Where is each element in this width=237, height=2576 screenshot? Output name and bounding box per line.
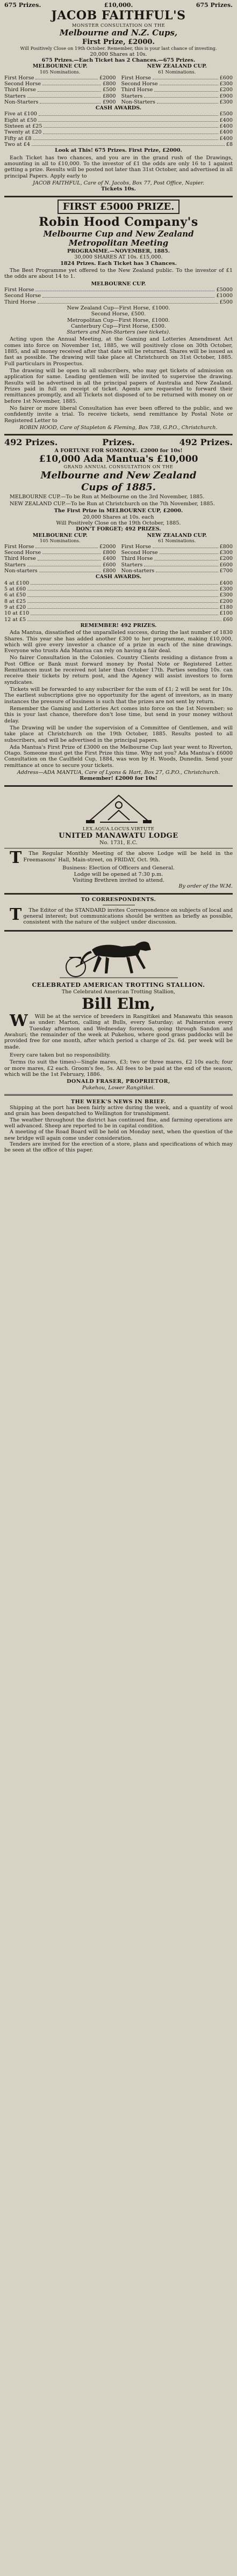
prize-rows: [4, 75, 116, 106]
prize-label: Non-starters: [121, 568, 155, 574]
leader-dots: [160, 550, 218, 554]
proprietor: DONALD FRASER, PROPRIETOR,: [67, 1079, 170, 1085]
visiting-line: Visiting Brethren invited to attend.: [73, 877, 164, 883]
ad-body: Remember the Gaming and Lotteries Act comes into force on the 1st November; so this is your last chance, therefore don't lose time, but send in your money without delay.: [4, 705, 233, 724]
prize-label: 8 at £25: [4, 598, 26, 604]
first-prize: First Prize, £2000.: [82, 38, 155, 46]
prize-label: First Horse: [121, 75, 151, 81]
leader-dots: [27, 617, 221, 621]
prize-label: Second Horse: [4, 550, 41, 556]
prize-row: [4, 580, 233, 586]
leader-dots: [43, 129, 218, 134]
prize-label: Third Horse: [4, 87, 36, 93]
leader-dots: [153, 75, 218, 79]
ad-title: £10,000 Ada Mantua's £10,000: [39, 454, 198, 465]
leader-dots: [42, 81, 101, 85]
leader-dots: [39, 111, 218, 115]
prize-label: 5 at £60: [4, 586, 26, 593]
prize-amount: £900: [103, 99, 116, 105]
lodge-title: UNITED MANAWATU LODGE: [59, 831, 178, 840]
prize-label: Twenty at £20: [4, 129, 42, 136]
prize-amount: £600: [219, 562, 233, 568]
leader-dots: [157, 99, 218, 104]
prize-label: Starters: [4, 93, 26, 99]
prize-amount: £1000: [216, 293, 233, 299]
leader-dots: [44, 123, 218, 128]
leader-dots: [38, 556, 101, 560]
nz-cup-column: [121, 63, 233, 105]
prize-row: [121, 568, 233, 574]
prize-row: [4, 293, 233, 299]
prize-label: 4 at £100: [4, 580, 30, 586]
prize-label: First Horse: [121, 543, 151, 550]
prize-label: Two at £4: [4, 142, 30, 148]
cash-award-rows: [4, 580, 233, 623]
ad-body: Ada Mantua, dissatisfied of the unparalleled success, during the last number of 1830 Shares. This year she has added another £300 to her programme, making £10,000, which will give every investor a chance of a prize in each of the nine drawings. Everyone who trusts Ada Mantua can rely on having a fair deal.: [4, 630, 233, 654]
divider: [4, 196, 233, 197]
stallion-responsibility: Every care taken but no responsibility.: [10, 1052, 111, 1058]
prize-label: Non-starters: [4, 568, 38, 574]
prize-label: Eight at £50: [4, 117, 37, 123]
drop-cap: W: [10, 1012, 28, 1031]
prize-row: [121, 556, 233, 562]
prize-row: [4, 117, 233, 123]
prize-rows: [4, 544, 116, 574]
prize-amount: £400: [219, 123, 233, 130]
drop-cap: T: [10, 905, 22, 924]
leader-dots: [35, 75, 98, 79]
prize-count-left: 675 Prizes.: [4, 2, 41, 9]
divider: [4, 785, 233, 787]
column-heading: MELBOURNE CUP.: [32, 532, 88, 538]
prize-count-right: 492 Prizes.: [179, 437, 233, 448]
shares-line: 30,000 SHARES AT 10s. £15,000.: [74, 254, 163, 261]
prize-label: Second Horse: [4, 80, 41, 87]
prize-label: Sixteen at £25: [4, 123, 42, 130]
prize-count-left: 492 Prizes.: [4, 437, 58, 448]
prize-row: [4, 586, 233, 592]
prize-row: [4, 562, 116, 568]
prize-row: [4, 544, 116, 550]
prize-amount: £100: [219, 610, 233, 617]
column-heading: NEW ZEALAND CUP.: [147, 532, 207, 538]
prize-label: 6 at £50: [4, 592, 26, 599]
shares-line: 20,000 Shares at 10s. each: [83, 514, 154, 520]
cup-prize-columns: [4, 533, 233, 574]
leader-dots: [35, 287, 214, 291]
prize-total: £10,000.: [104, 2, 133, 9]
prize-row: [4, 142, 233, 147]
divider: [4, 1094, 233, 1096]
ad-event: Melbourne and New Zealand: [40, 470, 197, 482]
prize-row: [4, 610, 233, 616]
ad-body: No fairer Consultation in the Colonies. Country Clients residing a distance from a Post Office or Bank must forward money by Postal Note or Registered Letter. Remittances must be received not later than October 17th. Parties sending 10s. can receive their tickets by return post, and the Agency will assist investors to form syndicates.: [4, 655, 233, 685]
prize-label: Non-Starters: [121, 99, 155, 105]
prize-label: Non-Starters: [4, 99, 39, 105]
melbourne-cup-column: [4, 63, 116, 105]
cup-prize-columns: [4, 63, 233, 105]
melbourne-cup-column: [4, 533, 116, 574]
ad-event: Melbourne Cup and New Zealand: [43, 228, 194, 239]
prize-amount: £5000: [216, 286, 233, 293]
prizes-line: 1824 Prizes. Each Ticket has 3 Chances.: [60, 260, 177, 267]
prize-amount: £300: [219, 592, 233, 599]
leader-dots: [32, 142, 225, 146]
prize-amount: £900: [219, 93, 233, 99]
prize-count-right: 675 Prizes.: [196, 2, 233, 9]
melbourne-cup-date: MELBOURNE CUP.—To be Run at Melbourne on the 3rd November, 1885.: [10, 493, 205, 500]
prize-row: [4, 123, 233, 129]
closing-notice: Will Positively Close on the 19th October, 1885.: [56, 520, 181, 527]
prize-label: Third Horse: [4, 299, 36, 305]
notice-title: TO CORRESPONDENTS.: [81, 896, 156, 903]
leader-dots: [38, 117, 218, 122]
leader-dots: [39, 568, 101, 572]
prize-row: [121, 550, 233, 556]
prize-label: First Horse: [4, 543, 34, 550]
prizes-line: 675 Prizes.—Each Ticket has 2 Chances.—675 Prizes.: [41, 57, 196, 64]
ad-event-continued: Metropolitan Meeting: [68, 238, 169, 248]
leader-dots: [154, 87, 218, 91]
lodge-number: No. 1731, E.C.: [99, 839, 138, 846]
jacob-faithful-ad: [4, 2, 233, 193]
robin-hood-ad: [4, 200, 233, 431]
ad-title: Robin Hood Company's: [39, 215, 198, 229]
notice-text: The Regular Monthly Meeting of the above Lodge will be held in the Freemasons' Hall, Main-street, on FRIDAY, Oct. 9th.: [23, 851, 233, 863]
closing-notice: Will Positively Close on 19th October. Remember, this is your last chance of investing.: [20, 45, 217, 51]
ad-signature: JACOB FAITHFUL, Care of N. Jacobs, Box 77, Post Office, Napier.: [33, 180, 204, 186]
prize-row: [121, 99, 233, 105]
ada-mantua-ad: [4, 438, 233, 782]
news-paragraph: Shipping at the port has been fairly active during the week, and a quantity of wool and grain has been despatched to Wellington for transhipment.: [4, 1105, 233, 1117]
stallion-subheader: The Celebrated American Trotting Stallion,: [61, 988, 176, 995]
cash-awards-heading: CASH AWARDS.: [95, 574, 142, 580]
look-at-this: Look at This! 675 Prizes. First Prize, £2000.: [55, 147, 182, 154]
column-subheading: 105 Nominations.: [40, 69, 81, 75]
prize-label: Starters: [121, 562, 143, 568]
prize-amount: £800: [103, 550, 116, 556]
prize-row: [4, 550, 116, 556]
prize-label: Starters: [4, 562, 26, 568]
opening-time: Lodge will be opened at 7:30 p.m.: [74, 871, 163, 877]
leader-dots: [144, 93, 218, 98]
prize-amount: £8: [226, 142, 233, 148]
prize-row: [121, 562, 233, 568]
prize-row: [4, 556, 116, 562]
prize-row: [4, 81, 116, 87]
prize-row: [121, 544, 233, 550]
ad-body: Acting upon the Annual Meeting, at the Gaming and Lotteries Amendment Act comes into force on November 1st, 1885, we will positively close on 30th October, 1885, and all money received after that date will be returned. Shares will be issued as fast as possible. The drawing will take place at Christchurch on 31st October, 1885. Full particulars in Prospectus.: [4, 336, 233, 367]
prize-rows: [4, 287, 233, 305]
notice-text: The Editor of the STANDARD invites Correspondence on subjects of local and general interest; but communications should be written as briefly as possible, consistent with the nature of the subject under discussion.: [23, 907, 233, 926]
prize-row: [4, 592, 233, 598]
prize-row: [4, 604, 233, 610]
leader-dots: [31, 610, 218, 615]
leader-dots: [27, 562, 101, 566]
prize-amount: £300: [219, 99, 233, 105]
starters-line: Starters and Non-Starters (see tickets).: [67, 329, 170, 336]
prize-row: [4, 87, 116, 93]
fortune-line: A FORTUNE FOR SOMEONE. £2000 for 10s!: [54, 448, 183, 454]
divider: [4, 893, 233, 895]
prize-label: Second Horse: [4, 293, 41, 299]
prize-row: [4, 75, 116, 81]
news-column: [4, 1099, 233, 1154]
prize-row: [4, 111, 233, 117]
prize-rows: [121, 75, 233, 106]
prize-amount: £500: [219, 299, 233, 305]
leader-dots: [27, 592, 218, 596]
prize-amount: £60: [222, 616, 233, 623]
prize-row: [121, 87, 233, 93]
news-paragraph: A meeting of the Road Board will be held on Monday next, when the question of the new bridge will again come under consideration.: [4, 1129, 233, 1141]
prize-label: 12 at £5: [4, 616, 26, 623]
column-heading: MELBOURNE CUP.: [32, 63, 88, 70]
prize-row: [121, 75, 233, 81]
prize-amount: £800: [103, 93, 116, 99]
leader-dots: [42, 550, 101, 554]
leader-dots: [31, 580, 218, 585]
prize-amount: £200: [219, 87, 233, 93]
stallion-name: Bill Elm,: [82, 995, 155, 1013]
prize-row: [4, 136, 233, 142]
prize-label: Third Horse: [121, 556, 153, 562]
prize-amount: £200: [219, 556, 233, 562]
divider: [4, 930, 233, 932]
correspondents-body: [4, 907, 233, 926]
column-heading: MELBOURNE CUP.: [91, 281, 146, 287]
prizes-heading: Prizes.: [102, 437, 135, 448]
prize-row: [4, 99, 116, 105]
prize-label: Second Horse: [121, 80, 158, 87]
cash-awards-heading: CASH AWARDS.: [95, 105, 142, 112]
emblem-motto: LEX.AQUA.LOCUS.VIRTUTE: [82, 825, 155, 831]
prize-amount: £400: [219, 580, 233, 586]
prize-amount: £400: [219, 129, 233, 136]
ad-body: Ada Mantua's First Prize of £3000 on the Melbourne Cup last year went to Riverton, Otago. Someone must get the First Prize this time. Why not you? Ada Mantua's £6000 Consultation on the Caulfield Cup, 1884, was won by H. Woods, Dunedin. Send your remittance at once to secure your tickets.: [4, 744, 233, 769]
ad-subtitle: MONSTER CONSULTATION ON THE: [71, 22, 166, 28]
leader-dots: [38, 87, 101, 91]
divider: [4, 434, 233, 436]
ad-body: The Drawing will be under the supervision of a Committee of Gentlemen, and will take place at Christchurch on the 19th October, 1885. Results posted to all subscribers, and will be advertised in the principal papers.: [4, 725, 233, 743]
prize-amount: £800: [103, 568, 116, 574]
prize-row: [4, 93, 116, 99]
ad-intro: The Best Programme yet offered to the New Zealand public. To the investor of £1 the odds are about 14 to 1.: [4, 268, 233, 280]
drop-cap: T: [10, 848, 22, 868]
ad-price-header: [4, 438, 233, 448]
ad-body: Tickets will be forwarded to any subscriber for the sum of £1; 2 will be sent for 10s. The earliest subscriptions give no opportunity for the agent of investors, as in many instances the pressure of business is such that the prizes are not sent by return.: [4, 687, 233, 705]
ad-title: JACOB FAITHFUL'S: [51, 8, 186, 23]
prize-label: 9 at £20: [4, 604, 26, 610]
leader-dots: [156, 568, 218, 572]
leader-dots: [35, 544, 98, 548]
prize-amount: £500: [219, 111, 233, 117]
stallion-header: CELEBRATED AMERICAN TROTTING STALLION.: [32, 981, 205, 988]
prize-label: Third Horse: [4, 556, 36, 562]
ad-body: No fairer or more liberal Consultation has ever been offered to the public, and we confidently invite a trial. To receive tickets, send remittance by Postal Note or Registered Letter to: [4, 405, 233, 424]
by-order: By order of the W.M.: [178, 883, 233, 890]
prize-label: Five at £100: [4, 111, 37, 117]
prize-amount: £700: [219, 568, 233, 574]
prize-row: [121, 81, 233, 87]
prize-label: Starters: [121, 93, 143, 99]
prize-row: [4, 299, 233, 305]
prize-amount: £180: [219, 604, 233, 610]
prize-row: [4, 599, 233, 604]
prize-label: First Horse: [4, 75, 34, 81]
first-prize: FIRST £5000 PRIZE.: [58, 200, 180, 214]
business-line: Business: Election of Officers and General.: [62, 865, 175, 872]
ad-event: Melbourne and N.Z. Cups,: [59, 27, 178, 38]
leader-dots: [40, 99, 101, 104]
cash-award-rows: [4, 111, 233, 147]
nz-cup-line: New Zealand Cup—First Horse, £1000.: [67, 305, 170, 311]
prize-label: Second Horse: [121, 550, 158, 556]
ad-signature: ROBIN HOOD, Care of Stapleton & Fleming, Box 738, G.P.O., Christchurch.: [19, 424, 218, 431]
prize-rows: [121, 544, 233, 574]
horse-and-sulky-icon: [60, 934, 178, 982]
ad-subtitle: GRAND ANNUAL CONSULTATION ON THE: [63, 464, 174, 470]
ad-body: Each Ticket has two chances, and you are in the grand rush of the Drawings, amounting in all to £10,000. To the investor of £1 the odds are only 16 to 1 against getting a prize. Results will be posted not later than 31st October, and advertised in all principal Papers. Apply early to: [4, 154, 233, 179]
ad-event-year: Cups of 1885.: [81, 481, 156, 493]
nz-cup-date: NEW ZEALAND CUP.—To be Run at Christchurch on the 7th November, 1885.: [10, 501, 215, 507]
leader-dots: [160, 81, 218, 85]
nz-cup-line-2: Second Horse, £500.: [91, 311, 146, 318]
prize-amount: £800: [103, 80, 116, 87]
prize-amount: £300: [219, 586, 233, 593]
correspondents-notice: [4, 897, 233, 927]
prize-amount: £300: [219, 550, 233, 556]
leader-dots: [38, 299, 218, 304]
canterbury-cup-line: Canterbury Cup—First Horse, £500.: [70, 323, 167, 329]
lodge-meeting-notice: [4, 848, 233, 868]
prize-label: 10 at £10: [4, 610, 30, 617]
leader-dots: [27, 604, 218, 609]
stallion-terms: Terms (to suit the times)—Single mares, £3; two or three mares, £2 10s each; four or more mares, £2 each. Groom's fee, 5s. All fees to be paid at the end of the season, which will be the 1st February, 1886.: [4, 1059, 233, 1077]
column-subheading: 105 Nominations.: [40, 537, 81, 543]
shares-line: 20,000 Shares at 10s.: [90, 51, 147, 57]
prize-amount: £600: [103, 562, 116, 568]
stallion-ad: [4, 934, 233, 1091]
prize-amount: £2000: [99, 543, 116, 550]
column-subheading: 61 Nominations.: [158, 69, 196, 75]
lodge-notice: [4, 789, 233, 890]
prize-label: First Horse: [4, 286, 34, 293]
ad-body: The drawing will be open to all subscribers, who may get tickets of admission on application for same. Leading gentlemen will be invited to supervise the drawing. Results will be advertised in all the principal papers of Australia and New Zealand. Prizes paid in full on receipt of ticket. Agents are requested to forward their remittances promptly, and all Tickets not disposed of to be returned with money on or before 1st November, 1885.: [4, 368, 233, 404]
column-subheading: 61 Nominations.: [158, 537, 196, 543]
leader-dots: [144, 562, 218, 566]
leader-dots: [27, 586, 218, 591]
masonic-emblem-icon: [78, 789, 159, 826]
ad-address: Address—ADA MANTUA, Care of Lyons & Hart, Box 27, G.P.O., Christchurch.: [17, 770, 220, 776]
remember-line: Remember! £2000 for 10s!: [80, 776, 157, 782]
news-paragraph: The weather throughout the district has continued fine, and farming operations are well advanced. Sheep are reported to be in capital condition.: [4, 1117, 233, 1130]
prize-row: [121, 93, 233, 99]
prize-row: [4, 568, 116, 574]
programme-line: PROGRAMME.—NOVEMBER, 1885.: [67, 248, 170, 255]
prize-amount: £300: [219, 80, 233, 87]
remember-line: REMEMBER! 492 PRIZES.: [80, 622, 157, 629]
ticket-price: Tickets 10s.: [101, 186, 136, 193]
proprietor-location: Pukehou, Lower Rangitikei.: [82, 1084, 155, 1091]
news-heading: THE WEEK'S NEWS IN BRIEF.: [70, 1098, 167, 1105]
prize-row: [4, 617, 233, 623]
stallion-body: [4, 1014, 233, 1050]
metropolitan-cup-line: Metropolitan Cup—First Horse, £1000.: [67, 317, 170, 323]
prize-amount: £400: [103, 556, 116, 562]
leader-dots: [27, 93, 101, 98]
prize-amount: £2000: [99, 75, 116, 81]
leader-dots: [27, 599, 218, 603]
leader-dots: [42, 293, 214, 297]
first-prize-banner: [4, 200, 233, 214]
prize-row: [4, 287, 233, 293]
prize-amount: £200: [219, 598, 233, 604]
news-paragraph: Tenders are invited for the erection of a store, plans and specifications of which may be seen at the office of this paper.: [4, 1141, 233, 1154]
leader-dots: [154, 556, 218, 560]
prize-row: [4, 129, 233, 135]
nz-cup-column: [121, 533, 233, 574]
first-prize: The First Prize in MELBOURNE CUP, £2000.: [54, 508, 183, 514]
dont-forget: DON'T FORGET; 492 PRIZES.: [76, 526, 161, 533]
leader-dots: [33, 136, 218, 140]
prize-amount: £400: [219, 135, 233, 142]
prize-label: Third Horse: [121, 87, 153, 93]
prize-amount: £500: [103, 87, 116, 93]
prize-amount: £400: [219, 117, 233, 123]
prize-amount: £800: [219, 543, 233, 550]
column-heading: NEW ZEALAND CUP.: [147, 63, 207, 70]
prize-label: Fifty at £8: [4, 135, 32, 142]
notice-text: Will be at the service of breeders in Rangitikei and Manawatu this season as under: Marton, calling at Bulls, every Saturday; at Palmerston every Tuesday afternoon and Wednesday forenoon, going through Sandon and Awahuri; the remainder of the week at Pukehou, where good grass paddocks will be provided free for one month, after which period a charge of 2s. 6d. per week will be made.: [4, 1014, 233, 1050]
prize-amount: £600: [219, 75, 233, 81]
leader-dots: [153, 544, 218, 548]
